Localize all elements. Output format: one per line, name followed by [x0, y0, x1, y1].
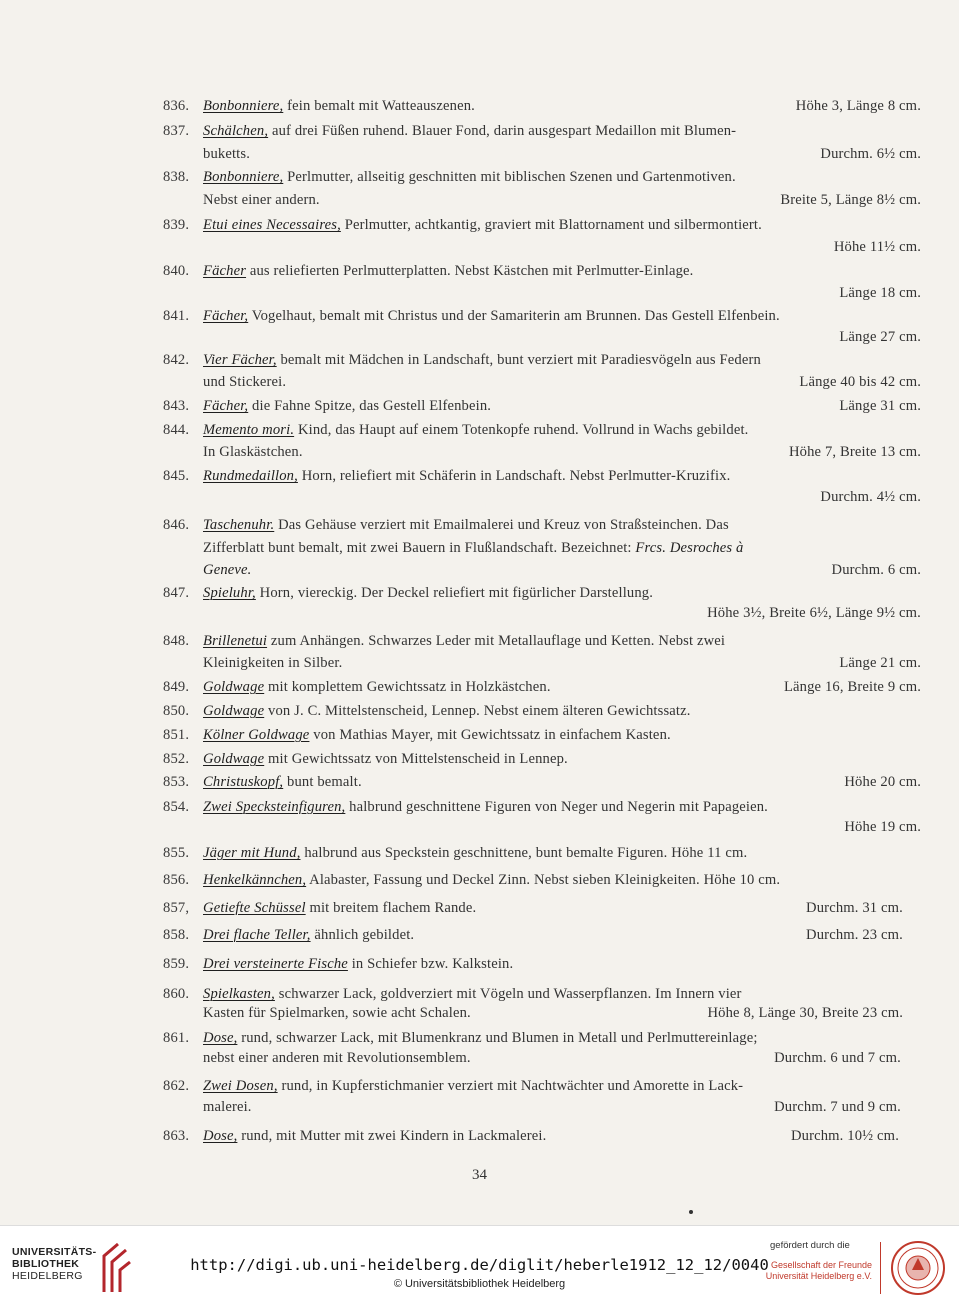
entry-text-cont: nebst einer anderen mit Revolutionsemblem.: [203, 1050, 471, 1066]
entry-dimensions: Höhe 3, Länge 8 cm.: [795, 98, 921, 114]
entry-number: 837.: [163, 123, 190, 139]
entry-title: Rundmedaillon,: [203, 468, 298, 484]
entry-text-cont: Nebst einer andern.: [203, 192, 320, 208]
entry-text: die Fahne Spitze, das Gestell Elfenbein.: [252, 398, 492, 414]
entry-text: in Schiefer bzw. Kalkstein.: [351, 956, 514, 972]
entry-text: von Mathias Mayer, mit Gewichtssatz in einfachem Kasten.: [313, 727, 671, 743]
entry-dimensions: Durchm. 6 cm.: [831, 562, 921, 578]
entry-dimensions: Durchm. 7 und 9 cm.: [774, 1099, 901, 1115]
entry-number: 836.: [163, 98, 190, 114]
entry-title: Dose,: [203, 1128, 238, 1144]
entry-number: 859.: [163, 956, 190, 972]
entry-dimensions: Länge 21 cm.: [839, 655, 921, 671]
library-name-line1: UNIVERSITÄTS-: [12, 1246, 97, 1258]
footer-divider: [880, 1242, 881, 1294]
entry-dimensions: Länge 31 cm.: [839, 398, 921, 414]
entry-signature: Frcs. Desroches à: [635, 540, 744, 556]
library-name-line2: BIBLIOTHEK: [12, 1258, 80, 1270]
entry-dimensions: Höhe 8, Länge 30, Breite 23 cm.: [707, 1005, 903, 1021]
entry-text-cont: buketts.: [203, 146, 251, 162]
entry-text: Perlmutter, allseitig geschnitten mit biblischen Szenen und Gartenmotiven.: [287, 169, 736, 185]
entry-text: schwarzer Lack, goldverziert mit Vögeln und Wasserpflanzen. Im Innern vier: [278, 986, 742, 1002]
entry-dimensions: Durchm. 6 und 7 cm.: [774, 1050, 901, 1066]
entry-number: 847.: [163, 585, 190, 601]
entry-title: Schälchen,: [203, 123, 269, 139]
university-seal-icon: [890, 1240, 946, 1296]
entry-title: Etui eines Necessaires,: [203, 217, 341, 233]
entry-text: auf drei Füßen ruhend. Blauer Fond, darin ausgespart Medaillon mit Blumen-: [271, 123, 737, 139]
entry-title: Memento mori.: [203, 422, 295, 438]
entry-title: Fächer: [203, 263, 247, 279]
entry-text: halbrund aus Speckstein geschnittene, bunt bemalte Figuren. Höhe 11 cm.: [304, 845, 748, 861]
entry-text: Horn, viereckig. Der Deckel reliefiert mit figürlicher Darstellung.: [259, 585, 654, 601]
entry-dimensions: Länge 16, Breite 9 cm.: [783, 679, 921, 695]
entry-text: mit Gewichtssatz von Mittelstenscheid in Lennep.: [268, 751, 568, 767]
entry-title: Fächer,: [203, 308, 249, 324]
entry-number: 842.: [163, 352, 190, 368]
entry-text: Horn, reliefiert mit Schäferin in Landschaft. Nebst Perlmutter-Kruzifix.: [301, 468, 731, 484]
entry-text: halbrund geschnittene Figuren von Neger und Negerin mit Papageien.: [349, 799, 768, 815]
entry-title: Christuskopf,: [203, 774, 284, 790]
entry-text: rund, schwarzer Lack, mit Blumenkranz und Blumen in Metall und Perlmuttereinlage;: [241, 1030, 758, 1046]
footer-bar: [0, 1225, 959, 1306]
entry-dimensions: Durchm. 23 cm.: [806, 927, 903, 943]
entry-signature-cont: Geneve.: [203, 562, 252, 578]
entry-number: 839.: [163, 217, 190, 233]
entry-title: Zwei Specksteinfiguren,: [203, 799, 346, 815]
entry-title: Jäger mit Hund,: [203, 845, 301, 861]
entry-number: 858.: [163, 927, 190, 943]
entry-dimensions: Höhe 19 cm.: [844, 819, 921, 835]
permalink-url[interactable]: http://digi.ub.uni-heidelberg.de/diglit/heberle1912_12_12/0040: [190, 1256, 769, 1274]
entry-text-cont: In Glaskästchen.: [203, 444, 303, 460]
entry-title: Taschenuhr.: [203, 517, 275, 533]
entry-number: 854.: [163, 799, 190, 815]
entry-number: 849.: [163, 679, 190, 695]
entry-text: Das Gehäuse verziert mit Emailmalerei und Kreuz von Straßsteinchen. Das: [278, 517, 729, 533]
entry-text-cont: Kasten für Spielmarken, sowie acht Schalen.: [203, 1005, 471, 1021]
entry-number: 855.: [163, 845, 190, 861]
entry-text: Perlmutter, achtkantig, graviert mit Blattornament und silbermontiert.: [344, 217, 762, 233]
entry-title: Bonbonniere,: [203, 169, 284, 185]
entry-title: Brillenetui: [203, 633, 268, 649]
entry-title: Zwei Dosen,: [203, 1078, 278, 1094]
entry-number: 851.: [163, 727, 190, 743]
entry-title: Kölner Goldwage: [203, 727, 310, 743]
sponsor-name-line1: Gesellschaft der Freunde: [770, 1260, 872, 1270]
entry-number: 863.: [163, 1128, 190, 1144]
entry-text: von J. C. Mittelstenscheid, Lennep. Nebst einem älteren Gewichtssatz.: [268, 703, 691, 719]
entry-text: rund, in Kupferstichmanier verziert mit Nachtwächter und Amorette in Lack-: [281, 1078, 744, 1094]
entry-dimensions: Höhe 11½ cm.: [833, 239, 921, 255]
entry-text-cont: malerei.: [203, 1099, 252, 1115]
entry-text: mit komplettem Gewichtssatz in Holzkästchen.: [268, 679, 551, 695]
entry-title: Spieluhr,: [203, 585, 256, 601]
entry-text: Kind, das Haupt auf einem Totenkopfe ruhend. Vollrund in Wachs gebildet.: [297, 422, 749, 438]
entry-number: 853.: [163, 774, 190, 790]
entry-number: 850.: [163, 703, 190, 719]
entry-text: aus reliefierten Perlmutterplatten. Nebst Kästchen mit Perlmutter-Einlage.: [249, 263, 694, 279]
entry-dimensions: Höhe 3½, Breite 6½, Länge 9½ cm.: [707, 605, 921, 621]
library-name-line3: HEIDELBERG: [12, 1270, 83, 1282]
entry-title: Fächer,: [203, 398, 249, 414]
entry-text-cont: und Stickerei.: [203, 374, 287, 390]
entry-number: 857,: [163, 900, 190, 916]
page-number: 34: [472, 1167, 487, 1183]
entry-dimensions: Länge 18 cm.: [839, 285, 921, 301]
entry-text: Vogelhaut, bemalt mit Christus und der Samariterin am Brunnen. Das Gestell Elfenbein.: [251, 308, 780, 324]
entry-text-cont: Zifferblatt bunt bemalt, mit zwei Bauern in Flußlandschaft. Bezeichnet:: [203, 540, 632, 556]
entry-text: fein bemalt mit Watteauszenen.: [287, 98, 475, 114]
sponsor-name: [752, 1260, 872, 1282]
entry-dimensions: Höhe 20 cm.: [844, 774, 921, 790]
entry-dimensions: Breite 5, Länge 8½ cm.: [780, 192, 921, 208]
entry-title: Goldwage: [203, 703, 265, 719]
entry-title: Drei flache Teller,: [203, 927, 311, 943]
entry-dimensions: Durchm. 6½ cm.: [820, 146, 921, 162]
entry-text: ähnlich gebildet.: [314, 927, 415, 943]
sponsor-label: gefördert durch die: [770, 1240, 850, 1251]
entry-dimensions: Durchm. 31 cm.: [806, 900, 903, 916]
entry-title: Dose,: [203, 1030, 238, 1046]
entry-dimensions: Höhe 7, Breite 13 cm.: [788, 444, 921, 460]
entry-number: 838.: [163, 169, 190, 185]
sponsor-name-line2: Universität Heidelberg e.V.: [765, 1271, 872, 1281]
entry-title: Drei versteinerte Fische: [203, 956, 348, 972]
ink-dot: [689, 1210, 693, 1214]
entry-text: rund, mit Mutter mit zwei Kindern in Lackmalerei.: [241, 1128, 547, 1144]
entry-number: 843.: [163, 398, 190, 414]
entry-number: 848.: [163, 633, 190, 649]
entry-number: 845.: [163, 468, 190, 484]
entry-number: 852.: [163, 751, 190, 767]
entry-title: Vier Fächer,: [203, 352, 277, 368]
entry-dimensions: Länge 40 bis 42 cm.: [799, 374, 921, 390]
entry-text: bemalt mit Mädchen in Landschaft, bunt verziert mit Paradiesvögeln aus Federn: [280, 352, 761, 368]
entry-number: 846.: [163, 517, 190, 533]
entry-number: 840.: [163, 263, 190, 279]
entry-title: Bonbonniere,: [203, 98, 284, 114]
entry-dimensions: Durchm. 4½ cm.: [820, 489, 921, 505]
entry-number: 841.: [163, 308, 190, 324]
entry-text: zum Anhängen. Schwarzes Leder mit Metallauflage und Ketten. Nebst zwei: [270, 633, 726, 649]
copyright-text: © Universitätsbibliothek Heidelberg: [393, 1278, 566, 1290]
entry-text-cont: Kleinigkeiten in Silber.: [203, 655, 343, 671]
entry-text: Alabaster, Fassung und Deckel Zinn. Nebst sieben Kleinigkeiten. Höhe 10 cm.: [309, 872, 781, 888]
entry-title: Getiefte Schüssel: [203, 900, 306, 916]
entry-number: 862.: [163, 1078, 190, 1094]
entry-dimensions: Länge 27 cm.: [839, 329, 921, 345]
entry-dimensions: Durchm. 10½ cm.: [790, 1128, 899, 1144]
entry-number: 856.: [163, 872, 190, 888]
entry-title: Spielkasten,: [203, 986, 275, 1002]
entry-number: 844.: [163, 422, 190, 438]
entry-title: Goldwage: [203, 751, 265, 767]
entry-number: 860.: [163, 986, 190, 1002]
entry-text: bunt bemalt.: [287, 774, 362, 790]
entry-number: 861.: [163, 1030, 190, 1046]
entry-title: Henkelkännchen,: [203, 872, 307, 888]
entry-title: Goldwage: [203, 679, 265, 695]
entry-text: mit breitem flachem Rande.: [309, 900, 477, 916]
